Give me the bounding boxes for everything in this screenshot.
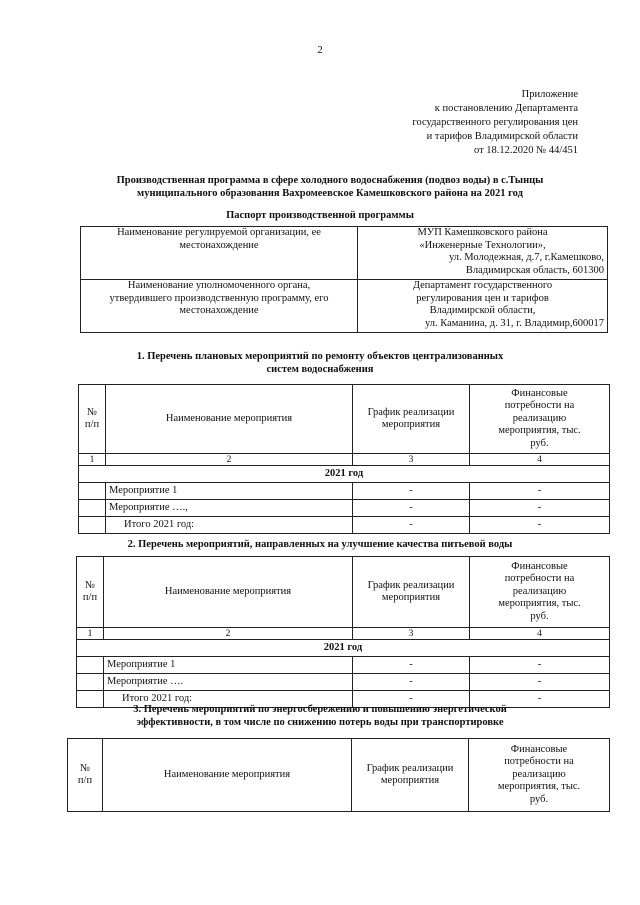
- header-finance: Финансовые потребности на реализацию мероприятия, тыс. руб.: [469, 739, 610, 812]
- header-row: [68, 739, 610, 812]
- year-row: 2021 год: [79, 466, 610, 483]
- passport-table: [80, 226, 608, 333]
- title-line: Производственная программа в сфере холодного водоснабжения (подвоз воды) в с.Тынцы: [116, 175, 544, 186]
- column-number-row: 1 2 3 4: [79, 454, 610, 466]
- header-row: [77, 557, 610, 628]
- passport-label: Наименование уполномоченного органа, утвердившего производственную программу, его местонахождение: [81, 280, 358, 333]
- passport-value: Департамент государственного регулирования цен и тарифов Владимирской области, ул. Каманина, д. 31, г. Владимир,600017: [358, 280, 608, 333]
- table-row: Мероприятие …. - -: [77, 674, 610, 691]
- passport-value: МУП Камешковского района «Инженерные Технологии», ул. Молодежная, д.7, г.Камешково, Владимирская область, 601300: [358, 227, 608, 280]
- table-row: Мероприятие …., - -: [79, 500, 610, 517]
- appendix-line: и тарифов Владимирской области: [426, 131, 578, 142]
- header-num: № п/п: [79, 385, 106, 454]
- section-3-title: 3. Перечень мероприятий по энергосбережению и повышению энергетической эффективности, в том числе по снижению потерь воды при транспортировке: [133, 704, 507, 728]
- header-schedule: График реализации мероприятия: [353, 557, 470, 628]
- header-finance: Финансовые потребности на реализацию мероприятия, тыс. руб.: [470, 385, 610, 454]
- document-title: [70, 174, 590, 200]
- total-row: Итого 2021 год: - -: [77, 691, 610, 708]
- page-number: 2: [317, 44, 323, 56]
- section-1-table: [78, 384, 610, 534]
- header-name: Наименование мероприятия: [106, 385, 353, 454]
- header-name: Наименование мероприятия: [103, 739, 352, 812]
- section-3-table: [67, 738, 610, 812]
- year-row: 2021 год: [77, 640, 610, 657]
- passport-label: Наименование регулируемой организации, ее местонахождение: [81, 227, 358, 280]
- total-row: Итого 2021 год: - -: [79, 517, 610, 534]
- header-schedule: График реализации мероприятия: [353, 385, 470, 454]
- appendix-line: от 18.12.2020 № 44/451: [473, 145, 578, 156]
- section-1-title: 1. Перечень плановых мероприятий по ремонту объектов централизованных систем водоснабжения: [136, 351, 504, 375]
- table-row: Мероприятие 1 - -: [77, 657, 610, 674]
- section-2-title: 2. Перечень мероприятий, направленных на улучшение качества питьевой воды: [127, 539, 513, 550]
- header-num: № п/п: [68, 739, 103, 812]
- passport-row: [81, 227, 608, 280]
- appendix-line: государственного регулирования цен: [412, 117, 578, 128]
- header-row: [79, 385, 610, 454]
- section-2-table: [76, 556, 610, 708]
- title-line: муниципального образования Вахромеевское Камешковского района на 2021 год: [137, 188, 523, 199]
- table-row: Мероприятие 1 - -: [79, 483, 610, 500]
- header-num: № п/п: [77, 557, 104, 628]
- header-name: Наименование мероприятия: [104, 557, 353, 628]
- appendix-line: к постановлению Департамента: [434, 103, 578, 114]
- passport-heading: Паспорт производственной программы: [226, 210, 414, 221]
- header-schedule: График реализации мероприятия: [352, 739, 469, 812]
- passport-row: [81, 280, 608, 333]
- appendix-block: [378, 88, 578, 158]
- column-number-row: 1 2 3 4: [77, 628, 610, 640]
- header-finance: Финансовые потребности на реализацию мероприятия, тыс. руб.: [470, 557, 610, 628]
- appendix-line: Приложение: [521, 89, 578, 100]
